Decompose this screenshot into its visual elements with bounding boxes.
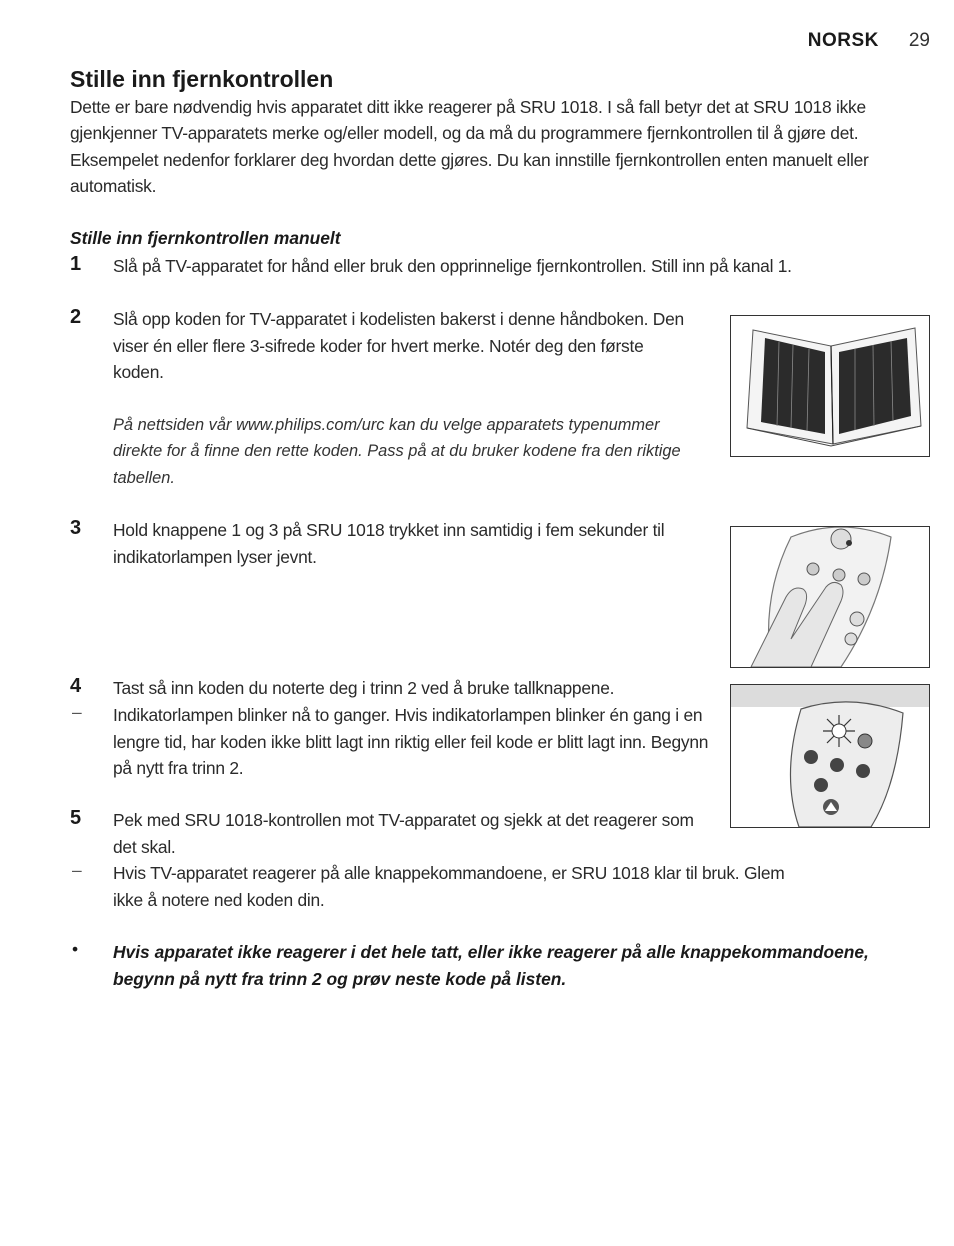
codebook-illustration [730,315,930,457]
final-note-bullet: • [72,939,79,959]
step-4-number: 4 [70,675,82,697]
final-note: Hvis apparatet ikke reagerer i det hele tatt, eller ikke reagerer på alle knappekommandoene, begynn på nytt fra trinn 2 og prøv neste kode på listen. [113,942,869,989]
intro-paragraph: Dette er bare nødvendig hvis apparatet ditt ikke reagerer på SRU 1018. I så fall betyr det at SRU 1018 ikke gjenkjenner TV-apparatets merke og/eller modell, og da må du programmere fjernkontrollen til å gjøre det. Eksempelet nedenfor forklarer deg hvordan dette gjøres. Du kan innstille fjernkontrollen enten manuelt eller automatisk. [70,97,869,196]
step-4-result-dash: – [72,702,82,722]
step-5-result-dash: – [72,860,82,880]
remote-hand-icon [731,527,929,667]
step-2-number: 2 [70,306,82,328]
open-book-icon [731,316,929,456]
step-5-text: Pek med SRU 1018-kontrollen mot TV-apparatet og sjekk at det reagerer som det skal. [113,810,694,857]
step-2-text: Slå opp koden for TV-apparatet i kodelisten bakerst i denne håndboken. Den viser én eller flere 3-sifrede koder for hvert merke. Notér deg den første koden. [113,309,684,382]
step-4-result: Indikatorlampen blinker nå to ganger. Hvis indikatorlampen blinker én gang i en lengre tid, har koden ikke blitt lagt inn riktig eller feil kode er blitt lagt inn. Begynn på nytt fra trinn 2. [113,705,709,778]
step-1-text: Slå på TV-apparatet for hånd eller bruk den opprinnelige fjernkontrollen. Still inn på kanal 1. [113,256,792,276]
remote-press-illustration [730,526,930,668]
step-4-text: Tast så inn koden du noterte deg i trinn 2 ved å bruke tallknappene. [113,678,615,698]
language-label: NORSK [807,30,879,51]
step-5-number: 5 [70,807,82,829]
indicator-illustration [730,684,930,828]
step-3-text: Hold knappene 1 og 3 på SRU 1018 trykket inn samtidig i fem sekunder til indikatorlampen lyser jevnt. [113,520,665,567]
step-1-number: 1 [70,253,82,275]
step-2-note: På nettsiden vår www.philips.com/urc kan du velge apparatets typenummer direkte for å finne den rette koden. Pass på at du bruker kodene fra den riktige tabellen. [113,416,681,487]
page-number: 29 [908,30,930,51]
remote-indicator-icon [731,685,929,827]
step-3-number: 3 [70,517,82,539]
step-5-result: Hvis TV-apparatet reagerer på alle knappekommandoene, er SRU 1018 klar til bruk. Glem ikke å notere ned koden din. [113,863,785,910]
page-header [808,30,930,52]
subsection-title: Stille inn fjernkontrollen manuelt [70,228,341,248]
section-title: Stille inn fjernkontrollen [70,66,334,92]
